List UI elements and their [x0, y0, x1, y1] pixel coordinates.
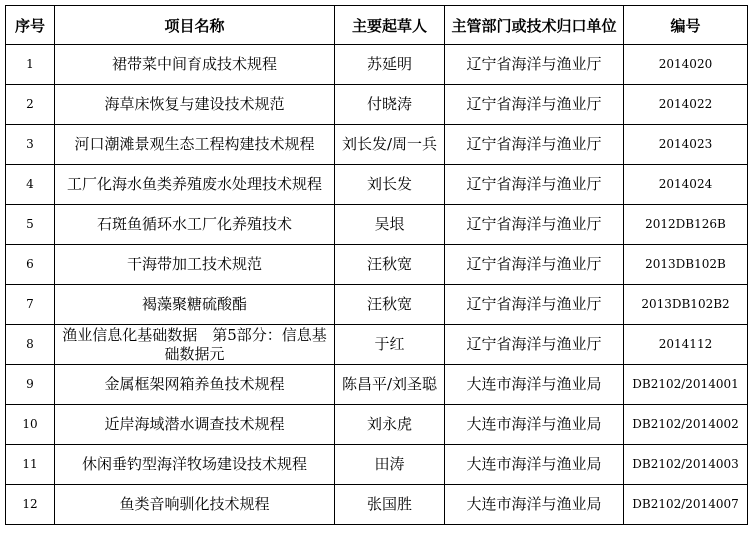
cell-dept: 辽宁省海洋与渔业厅 [445, 245, 624, 285]
cell-name: 河口潮滩景观生态工程构建技术规程 [55, 125, 335, 165]
cell-no: 2 [6, 85, 55, 125]
cell-drafter: 田涛 [335, 445, 445, 485]
cell-drafter: 刘长发 [335, 165, 445, 205]
cell-code: DB2102/2014007 [624, 485, 748, 525]
cell-no: 10 [6, 405, 55, 445]
cell-drafter: 刘长发/周一兵 [335, 125, 445, 165]
cell-no: 12 [6, 485, 55, 525]
cell-no: 4 [6, 165, 55, 205]
cell-name: 褐藻聚糖硫酸酯 [55, 285, 335, 325]
header-name: 项目名称 [55, 6, 335, 45]
cell-name: 渔业信息化基础数据 第5部分：信息基础数据元 [55, 325, 335, 365]
cell-dept: 大连市海洋与渔业局 [445, 485, 624, 525]
cell-drafter: 汪秋宽 [335, 245, 445, 285]
cell-name: 干海带加工技术规范 [55, 245, 335, 285]
header-no: 序号 [6, 6, 55, 45]
table-row [6, 445, 748, 485]
header-row [6, 6, 748, 45]
cell-drafter: 张国胜 [335, 485, 445, 525]
table-row [6, 485, 748, 525]
cell-code: 2014020 [624, 45, 748, 85]
cell-dept: 辽宁省海洋与渔业厅 [445, 325, 624, 365]
table-row [6, 285, 748, 325]
cell-drafter: 苏延明 [335, 45, 445, 85]
cell-code: 2012DB126B [624, 205, 748, 245]
cell-no: 3 [6, 125, 55, 165]
cell-drafter: 陈昌平/刘圣聪 [335, 365, 445, 405]
cell-name: 海草床恢复与建设技术规范 [55, 85, 335, 125]
cell-drafter: 付晓涛 [335, 85, 445, 125]
table-row [6, 405, 748, 445]
header-code: 编号 [624, 6, 748, 45]
cell-drafter: 刘永虎 [335, 405, 445, 445]
cell-name: 休闲垂钓型海洋牧场建设技术规程 [55, 445, 335, 485]
cell-code: 2013DB102B [624, 245, 748, 285]
cell-dept: 辽宁省海洋与渔业厅 [445, 205, 624, 245]
cell-no: 7 [6, 285, 55, 325]
header-drafter: 主要起草人 [335, 6, 445, 45]
table-row [6, 45, 748, 85]
cell-dept: 辽宁省海洋与渔业厅 [445, 285, 624, 325]
cell-no: 9 [6, 365, 55, 405]
cell-code: DB2102/2014001 [624, 365, 748, 405]
table-row [6, 85, 748, 125]
cell-code: DB2102/2014002 [624, 405, 748, 445]
cell-drafter: 汪秋宽 [335, 285, 445, 325]
cell-no: 1 [6, 45, 55, 85]
cell-code: DB2102/2014003 [624, 445, 748, 485]
cell-name: 石斑鱼循环水工厂化养殖技术 [55, 205, 335, 245]
table-row [6, 205, 748, 245]
table-row [6, 325, 748, 365]
cell-dept: 辽宁省海洋与渔业厅 [445, 45, 624, 85]
table-row [6, 245, 748, 285]
cell-dept: 辽宁省海洋与渔业厅 [445, 125, 624, 165]
table-row [6, 125, 748, 165]
cell-no: 11 [6, 445, 55, 485]
cell-name: 鱼类音响驯化技术规程 [55, 485, 335, 525]
header-dept: 主管部门或技术归口单位 [445, 6, 624, 45]
cell-dept: 辽宁省海洋与渔业厅 [445, 165, 624, 205]
cell-drafter: 吴垠 [335, 205, 445, 245]
standards-table [5, 5, 748, 525]
cell-code: 2014022 [624, 85, 748, 125]
cell-name: 近岸海域潜水调查技术规程 [55, 405, 335, 445]
cell-no: 6 [6, 245, 55, 285]
cell-dept: 大连市海洋与渔业局 [445, 445, 624, 485]
table-row [6, 365, 748, 405]
cell-code: 2014112 [624, 325, 748, 365]
table-row [6, 165, 748, 205]
cell-code: 2013DB102B2 [624, 285, 748, 325]
cell-dept: 大连市海洋与渔业局 [445, 365, 624, 405]
cell-name: 裙带菜中间育成技术规程 [55, 45, 335, 85]
cell-code: 2014024 [624, 165, 748, 205]
cell-no: 8 [6, 325, 55, 365]
cell-name: 金属框架网箱养鱼技术规程 [55, 365, 335, 405]
cell-no: 5 [6, 205, 55, 245]
cell-dept: 辽宁省海洋与渔业厅 [445, 85, 624, 125]
cell-drafter: 于红 [335, 325, 445, 365]
cell-name: 工厂化海水鱼类养殖废水处理技术规程 [55, 165, 335, 205]
cell-dept: 大连市海洋与渔业局 [445, 405, 624, 445]
cell-code: 2014023 [624, 125, 748, 165]
